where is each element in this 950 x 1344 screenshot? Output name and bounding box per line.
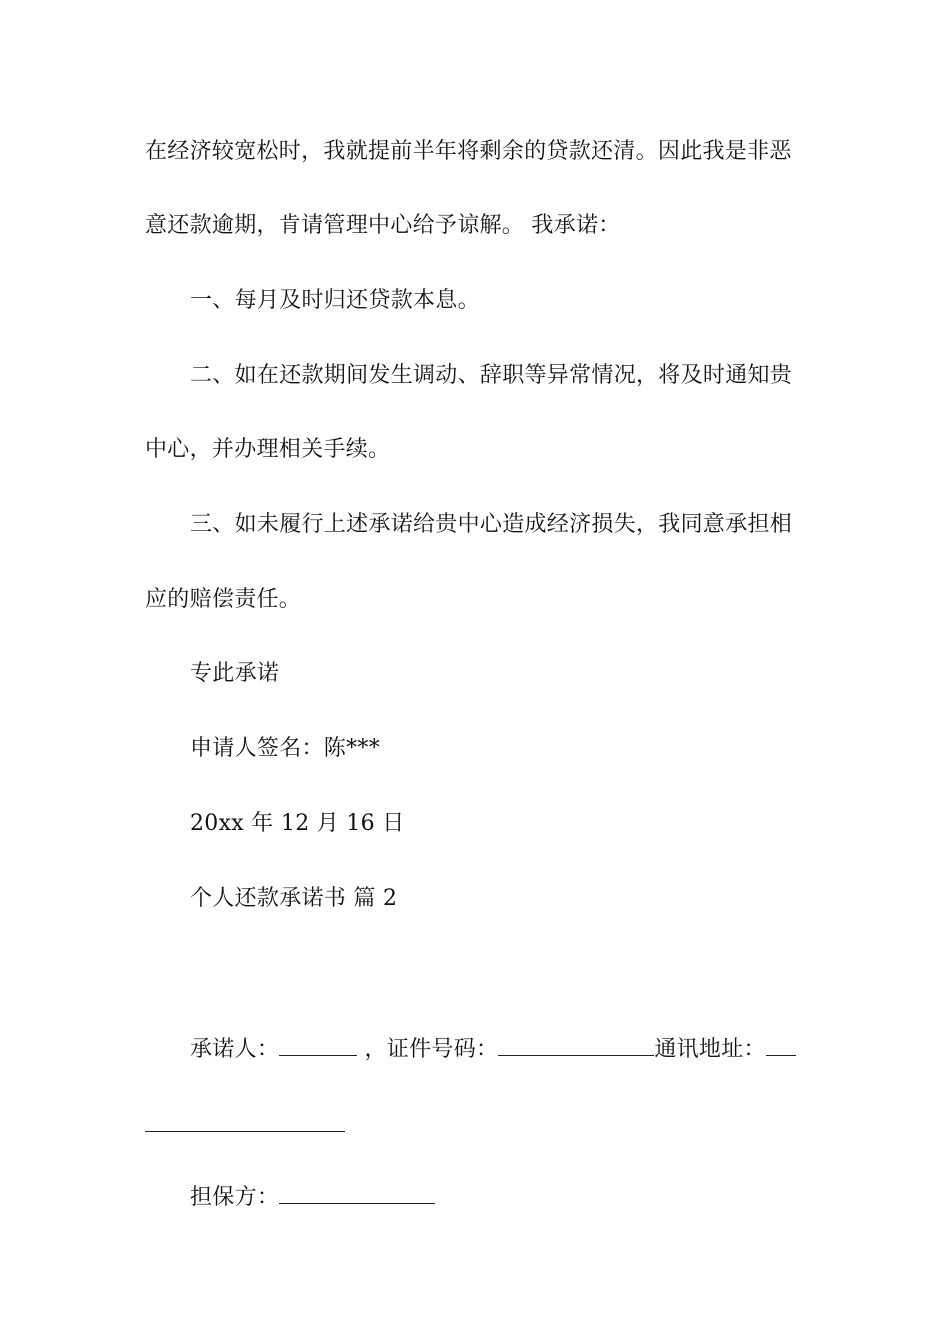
address-label: 通讯地址： bbox=[654, 1037, 766, 1062]
commitment-item-1: 一、每月及时归还贷款本息。 bbox=[190, 288, 480, 313]
applicant-signature: 申请人签名：陈*** bbox=[190, 736, 381, 761]
commitment-item-2: 二、如在还款期间发生调动、辞职等异常情况，将及时通知贵 bbox=[190, 363, 793, 388]
closing-text: 专此承诺 bbox=[190, 661, 280, 686]
commitment-item-3: 三、如未履行上述承诺给贵中心造成经济损失，我同意承担相 bbox=[190, 512, 793, 537]
paragraph-line: 在经济较宽松时，我就提前半年将剩余的贷款还清。因此我是非恶 bbox=[145, 139, 792, 164]
guarantor-blank[interactable] bbox=[279, 1183, 435, 1204]
section-title: 个人还款承诺书 篇 2 bbox=[190, 886, 398, 911]
address-blank-start[interactable] bbox=[766, 1035, 796, 1056]
promisor-label: 承诺人： bbox=[190, 1037, 280, 1062]
guarantor-label: 担保方： bbox=[190, 1185, 280, 1210]
commitment-item-3-continued: 应的赔偿责任。 bbox=[145, 587, 302, 612]
promisor-name-blank[interactable] bbox=[279, 1035, 357, 1056]
address-blank-continued[interactable] bbox=[145, 1131, 345, 1132]
guarantor-form-row bbox=[190, 1183, 435, 1213]
promisor-form-row bbox=[190, 1035, 796, 1065]
paragraph-line: 意还款逾期，肯请管理中心给予谅解。 我承诺： bbox=[145, 213, 621, 238]
date-line: 20xx 年 12 月 16 日 bbox=[190, 811, 405, 836]
id-number-blank[interactable] bbox=[498, 1035, 654, 1056]
commitment-item-2-continued: 中心，并办理相关手续。 bbox=[145, 437, 391, 462]
id-number-label: ，证件号码： bbox=[364, 1037, 499, 1062]
